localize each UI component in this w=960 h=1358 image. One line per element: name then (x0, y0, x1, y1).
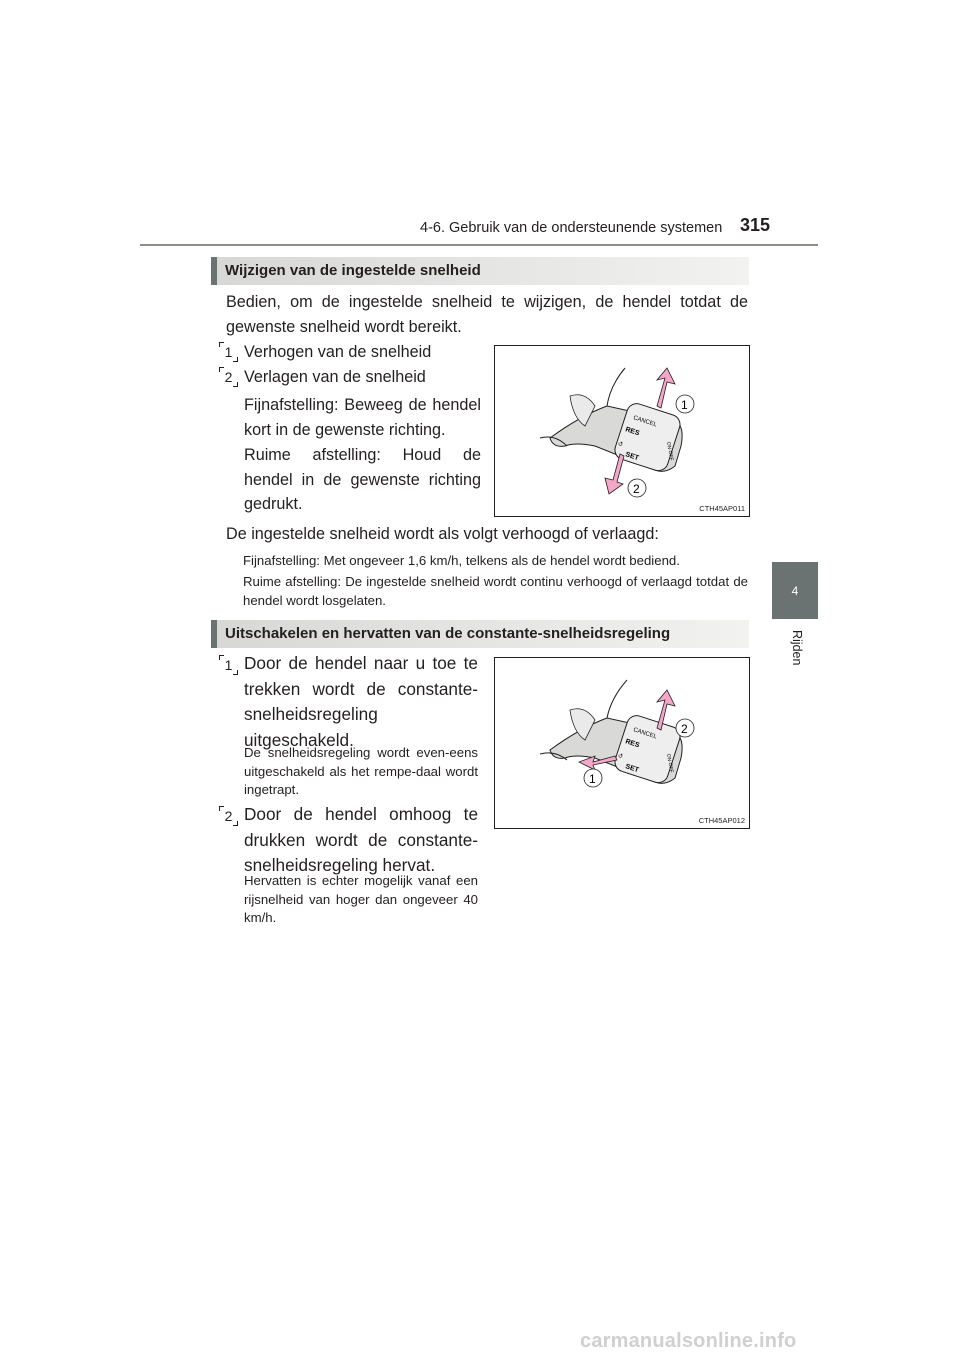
note-coarse: Ruime afstelling: De ingestelde snelheid wordt continu verhoogd of verlaagd totdat de hendel wordt losgelaten. (243, 574, 748, 608)
header-rule (140, 244, 818, 246)
lever-set-label: SET (624, 451, 640, 463)
figure-code: CTH45AP011 (699, 504, 745, 513)
arrow-up-icon (657, 690, 675, 730)
figure-lever-cancel-resume (494, 657, 750, 829)
section-accent (211, 620, 217, 648)
header-title: 4-6. Gebruik van de ondersteunende systemen (420, 220, 723, 236)
lever-res-label: RES (624, 426, 641, 438)
lever-onoff-label: ON·OFF (665, 441, 675, 462)
arrow-up-icon (657, 368, 675, 408)
lever-cancel-label: CANCEL (632, 727, 658, 741)
lever-res-label: RES (624, 738, 641, 750)
chapter-number: 4 (791, 583, 799, 598)
callout-2: 2 (681, 722, 688, 736)
section-heading-cancel-resume (211, 620, 749, 648)
step-number-1: 1 (219, 342, 238, 362)
lever-set-label: SET (624, 763, 640, 775)
callout-2: 2 (633, 482, 640, 496)
step-number-1: 1 (219, 655, 238, 675)
note-resume: Hervatten is echter mogelijk vanaf een rijsnelheid van hoger dan ongeveer 40 km/h. (244, 873, 478, 925)
section-accent (211, 257, 217, 285)
step-increase-speed: Verhogen van de snelheid (244, 343, 432, 361)
note-cancel: De snelheidsregeling wordt even-eens uitgeschakeld als het rempe-daal wordt ingetrapt. (244, 745, 478, 797)
intro-paragraph: Bedien, om de ingestelde snelheid te wijzigen, de hendel totdat de gewenste snelheid wordt bereikt. (226, 293, 748, 336)
section-heading-change-speed (211, 257, 749, 285)
step-decrease-speed: Verlagen van de snelheid (244, 368, 426, 386)
lever-onoff-label: ON·OFF (665, 753, 675, 774)
step-cancel: Door de hendel naar u toe te trekken wordt de constante-snelheidsregeling uitgeschakeld. (244, 653, 478, 750)
step-number-2: 2 (219, 806, 238, 826)
lever-resume-icon: ↺ (618, 442, 624, 448)
page-number: 315 (740, 215, 771, 235)
step-number-2: 2 (219, 367, 238, 387)
lever-illustration (495, 346, 749, 516)
note-fine: Fijnafstelling: Met ongeveer 1,6 km/h, telkens als de hendel wordt bediend. (243, 553, 680, 568)
arrow-down-icon (605, 454, 624, 494)
figure-code: CTH45AP012 (698, 816, 745, 825)
coarse-adjust-text: Ruime afstelling: Houd de hendel in de gewenste richting gedrukt. (244, 446, 481, 513)
step-resume: Door de hendel omhoog te drukken wordt de constante-snelheidsregeling hervat. (244, 804, 478, 875)
callout-1: 1 (681, 398, 688, 412)
result-paragraph: De ingestelde snelheid wordt als volgt verhoogd of verlaagd: (226, 525, 659, 543)
section-heading-text: Uitschakelen en hervatten van de constante-snelheidsregeling (225, 625, 671, 642)
callout-1: 1 (589, 772, 596, 786)
lever-illustration (495, 658, 749, 828)
chapter-tab[interactable] (772, 562, 818, 619)
fine-adjust-text: Fijnafstelling: Beweeg de hendel kort in de gewenste richting. (244, 396, 481, 439)
lever-resume-icon: ↺ (618, 754, 624, 760)
watermark: carmanualsonline.info (580, 1330, 797, 1352)
chapter-label: Rijden (790, 630, 804, 666)
section-heading-text: Wijzigen van de ingestelde snelheid (225, 262, 481, 279)
figure-lever-adjust (494, 345, 750, 517)
lever-cancel-label: CANCEL (632, 415, 658, 429)
